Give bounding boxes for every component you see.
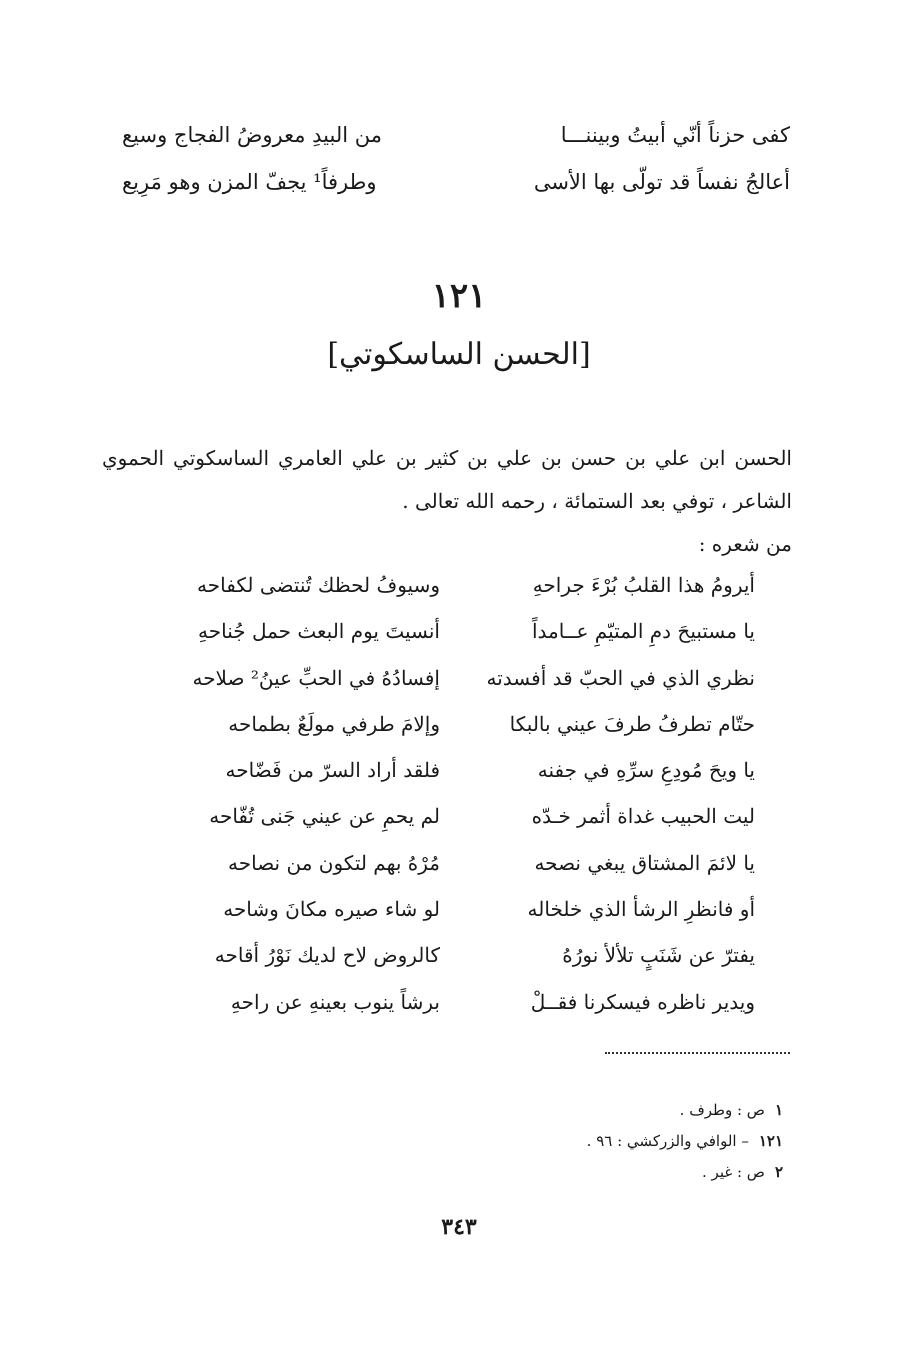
verse-line	[150, 850, 755, 899]
biography-line: الشاعر ، توفي بعد الستمائة ، رحمه الله تعالى .	[402, 489, 792, 513]
first-hemistich: أعالجُ نفساً قد تولّى بها الأسى	[533, 170, 790, 194]
footnote-number: ٢	[774, 1163, 783, 1181]
verse-line	[150, 665, 755, 714]
first-hemistich: أيرومُ هذا القلبُ بُرْءَ جراحهِ	[532, 573, 755, 597]
verse-line	[150, 575, 755, 621]
first-hemistich: أو فانظرِ الرشأ الذي خلخاله	[527, 897, 755, 922]
footnote	[587, 1126, 783, 1157]
footnote	[587, 1095, 783, 1126]
second-hemistich: وإلامَ طرفي مولَعٌ بطماحه	[228, 711, 440, 736]
verse-line	[150, 621, 755, 667]
second-hemistich: كالروض لاح لديك نَوْرُ أقاحه	[214, 943, 440, 968]
intro-verses	[100, 125, 790, 219]
footnote-divider	[605, 1052, 790, 1054]
second-hemistich: وطرفاً¹ يجفّ المزن وهو مَرِيع	[122, 170, 377, 194]
footnote-text: ص : وطرف .	[679, 1101, 765, 1119]
first-hemistich: حتّام تطرفُ طرفَ عيني بالبكا	[509, 711, 755, 736]
footnote-text: ص : غير .	[702, 1163, 765, 1181]
first-hemistich: نظري الذي في الحبّ قد أفسدته	[486, 665, 755, 690]
footnote-number: ١٢١	[758, 1132, 783, 1150]
second-hemistich: وسيوفُ لحظك تُنتضى لكفاحه	[197, 573, 440, 597]
first-hemistich: ويدير ناظره فيسكرنا فقــلْ	[530, 989, 755, 1014]
verse-line	[150, 711, 755, 760]
poem-intro: من شعره :	[698, 532, 792, 556]
first-hemistich: يا مستبيحَ دمِ المتيّمِ عــامداً	[531, 619, 755, 644]
verse-line	[100, 172, 790, 219]
first-hemistich: يفترّ عن شَنَبٍ تلألأ نورُهُ	[562, 943, 755, 968]
footnote	[587, 1157, 783, 1188]
entry-number: ١٢١	[431, 276, 487, 316]
footnote-number: ١	[774, 1101, 783, 1119]
verse-line	[150, 989, 755, 1038]
footnotes	[587, 1095, 783, 1188]
entry-title: [الحسن الساسكوتي]	[327, 337, 591, 372]
verse-line	[100, 125, 790, 172]
first-hemistich: يا ويحَ مُودِعِ سرِّهِ في جفنه	[537, 758, 755, 783]
footnote-text: – الوافي والزركشي : ٩٦ .	[586, 1132, 749, 1150]
second-hemistich: لو شاء صيره مكانَ وشاحه	[223, 897, 440, 922]
second-hemistich: من البيدِ معروضُ الفجاج وسيع	[122, 123, 382, 147]
second-hemistich: لم يحمِ عن عيني جَنى تُفّاحه	[209, 804, 440, 829]
biography-line: الحسن ابن علي بن حسن بن علي بن كثير بن علي العامري الساسكوتي الحموي	[102, 446, 792, 470]
biography-paragraph	[102, 437, 792, 566]
first-hemistich: يا لائمَ المشتاق يبغي نصحه	[534, 850, 755, 875]
verse-line	[150, 806, 755, 852]
page-number: ٣٤٣	[441, 1214, 477, 1240]
verse-line	[150, 945, 755, 991]
second-hemistich: مُرْهُ بهم لتكون من نصاحه	[228, 850, 440, 875]
verse-line	[150, 760, 755, 806]
second-hemistich: أنسيتَ يوم البعث حمل جُناحهِ	[198, 619, 440, 644]
second-hemistich: برشاً ينوب بعينهِ عن راحهِ	[230, 989, 440, 1014]
second-hemistich: فلقد أراد السرّ من فَضّاحه	[225, 758, 440, 783]
verse-line	[150, 899, 755, 945]
second-hemistich: إفسادُهُ في الحبِّ عينُ² صلاحه	[192, 665, 440, 690]
poem	[150, 575, 755, 1038]
first-hemistich: كفى حزناً أنّي أبيتُ وبيننـــا	[560, 123, 790, 147]
first-hemistich: ليت الحبيب غداة أثمر خـدّه	[531, 804, 755, 829]
